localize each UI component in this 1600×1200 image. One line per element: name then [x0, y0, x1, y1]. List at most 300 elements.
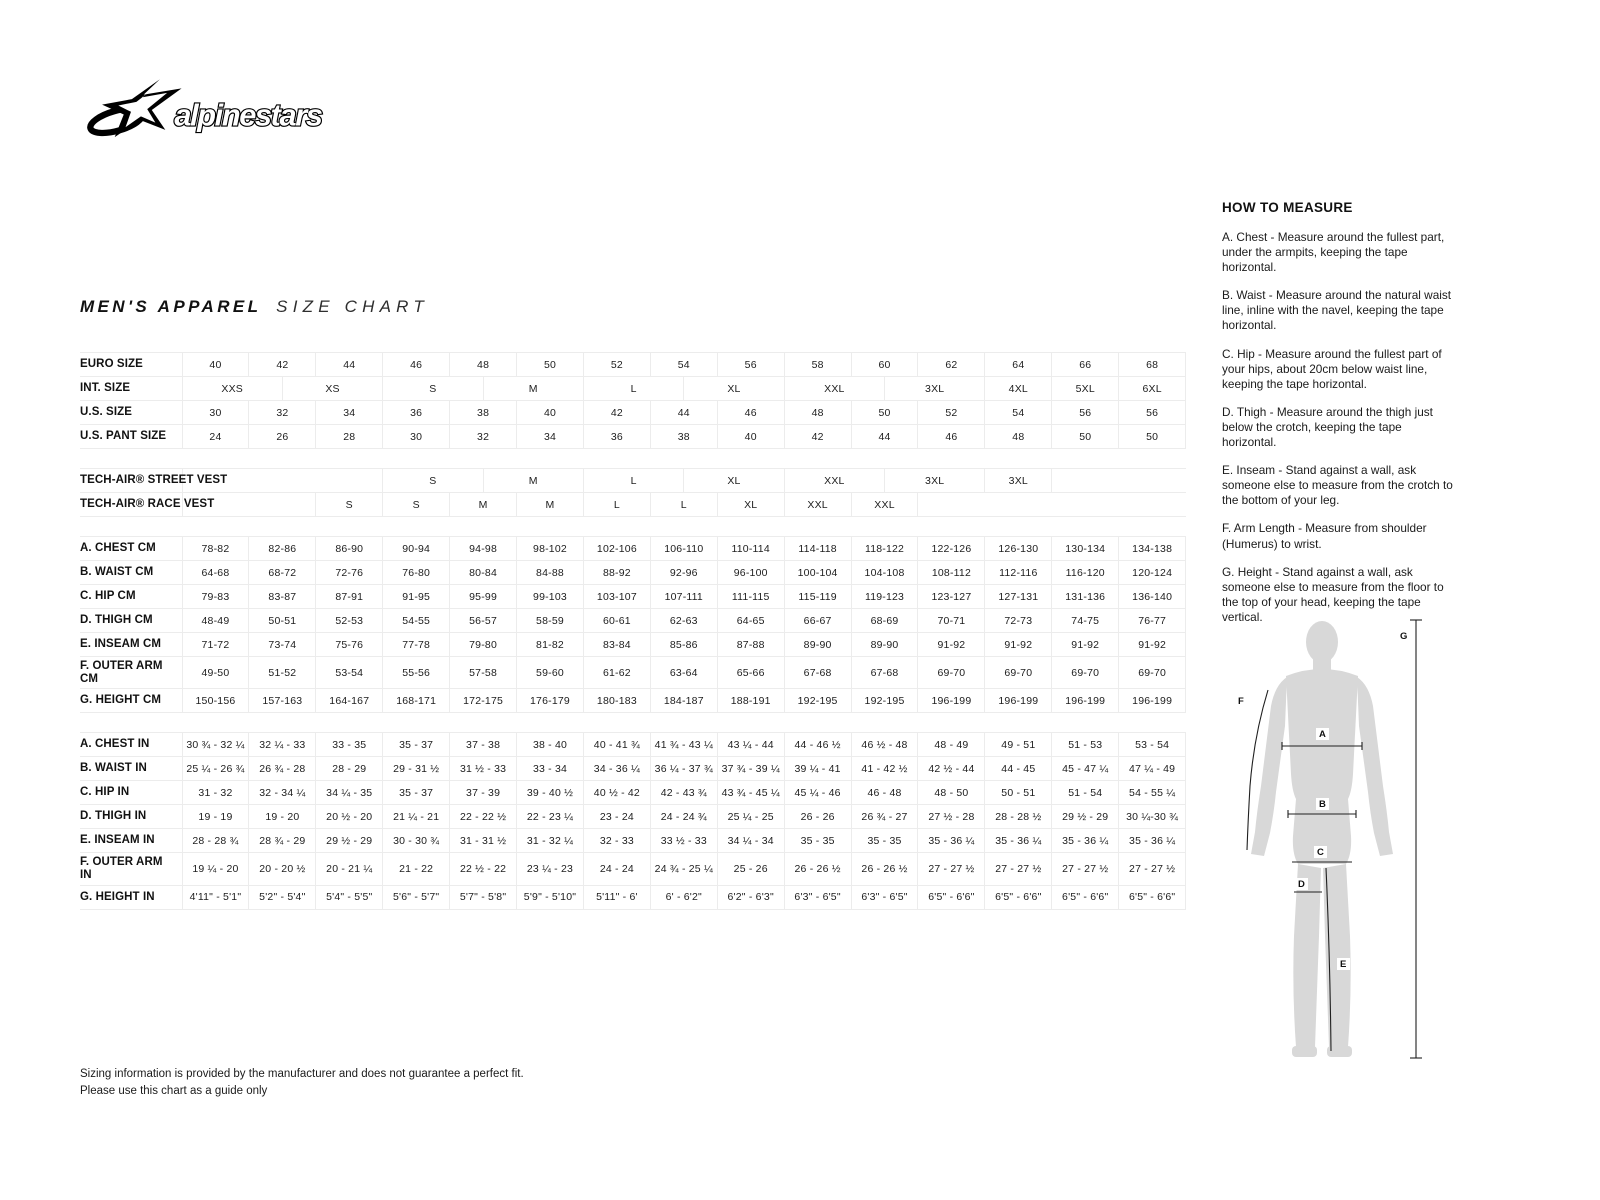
size-cell: 44 [316, 353, 383, 377]
measure-instruction: B. Waist - Measure around the natural waist line, inline with the navel, keeping the tape horizontal. [1222, 288, 1452, 333]
page-title-bold: MEN'S APPAREL [80, 297, 262, 316]
size-cell: 114-118 [784, 537, 851, 561]
size-cell: 52 [583, 353, 650, 377]
figure-label-chest: A [1319, 729, 1326, 740]
size-cell: 168-171 [383, 689, 450, 713]
size-cell: 33 - 34 [517, 757, 584, 781]
size-cell: 196-199 [1052, 689, 1119, 713]
size-cell: 3XL [885, 377, 985, 401]
table-row [80, 585, 1186, 609]
row-label: G. HEIGHT IN [80, 885, 182, 909]
table-row [80, 689, 1186, 713]
size-cell: 38 - 40 [517, 733, 584, 757]
size-cell: 36 ¼ - 37 ¾ [650, 757, 717, 781]
disclaimer-line-2: Please use this chart as a guide only [80, 1084, 268, 1097]
size-cell: 104-108 [851, 561, 918, 585]
row-label: TECH-AIR® RACE VEST [80, 493, 182, 517]
size-cell: 69-70 [985, 657, 1052, 689]
row-label: B. WAIST CM [80, 561, 182, 585]
table-gap-row [80, 517, 1186, 537]
measure-instruction: D. Thigh - Measure around the thigh just below the crotch, keeping the tape horizontal. [1222, 404, 1433, 450]
size-cell: 91-95 [383, 585, 450, 609]
size-cell: 96-100 [717, 561, 784, 585]
table-row [80, 829, 1186, 853]
size-cell: 22 ½ - 22 [450, 853, 517, 885]
size-cell: 176-179 [517, 689, 584, 713]
size-cell: 24 [182, 425, 249, 449]
size-cell: 21 - 22 [383, 853, 450, 885]
size-cell: 27 - 27 ½ [1052, 853, 1119, 885]
size-cell: 39 - 40 ½ [517, 781, 584, 805]
size-cell: 26 ¾ - 27 [851, 805, 918, 829]
size-cell: XL [684, 469, 784, 493]
size-cell: 20 - 20 ½ [249, 853, 316, 885]
size-cell: 35 - 37 [383, 781, 450, 805]
size-cell: 23 ¼ - 23 [517, 853, 584, 885]
size-cell: 58-59 [517, 609, 584, 633]
size-cell: 71-72 [182, 633, 249, 657]
size-cell: 44 - 45 [985, 757, 1052, 781]
size-cell: 56 [1119, 401, 1186, 425]
size-cell: 38 [450, 401, 517, 425]
size-cell: 56 [1052, 401, 1119, 425]
size-cell: 89-90 [851, 633, 918, 657]
size-cell: 91-92 [1119, 633, 1186, 657]
size-cell: S [383, 493, 450, 517]
size-cell: 134-138 [1119, 537, 1186, 561]
size-cell: 26 - 26 [784, 805, 851, 829]
size-cell: 184-187 [650, 689, 717, 713]
size-cell: M [517, 493, 584, 517]
size-cell: 94-98 [450, 537, 517, 561]
row-label: A. CHEST IN [80, 733, 182, 757]
row-label: D. THIGH IN [80, 805, 182, 829]
size-cell: 36 [383, 401, 450, 425]
size-cell: 130-134 [1052, 537, 1119, 561]
size-cell: 26 ¾ - 28 [249, 757, 316, 781]
table-row [80, 757, 1186, 781]
size-cell: 79-80 [450, 633, 517, 657]
size-cell: 98-102 [517, 537, 584, 561]
size-cell: 24 - 24 ¾ [650, 805, 717, 829]
size-cell: 20 ½ - 20 [316, 805, 383, 829]
size-cell: 66-67 [784, 609, 851, 633]
table-row [80, 493, 1186, 517]
size-cell: 95-99 [450, 585, 517, 609]
size-cell: 63-64 [650, 657, 717, 689]
size-cell: XL [684, 377, 784, 401]
size-cell: 196-199 [918, 689, 985, 713]
size-cell: 84-88 [517, 561, 584, 585]
size-cell: 46 [717, 401, 784, 425]
size-cell: 51 - 53 [1052, 733, 1119, 757]
page-title-light: SIZE CHART [276, 297, 429, 316]
size-cell: 24 ¾ - 25 ¼ [650, 853, 717, 885]
size-cell: 32 ¼ - 33 [249, 733, 316, 757]
size-cell: 127-131 [985, 585, 1052, 609]
size-cell: 122-126 [918, 537, 985, 561]
size-cell: 118-122 [851, 537, 918, 561]
measure-instruction: A. Chest - Measure around the fullest part, under the armpits, keeping the tape horizontal. [1222, 230, 1445, 275]
size-cell: L [650, 493, 717, 517]
size-cell: XL [717, 493, 784, 517]
size-cell: 51-52 [249, 657, 316, 689]
size-cell: 28 - 28 ¾ [182, 829, 249, 853]
size-cell: L [583, 493, 650, 517]
size-cell: S [316, 493, 383, 517]
size-cell: 126-130 [985, 537, 1052, 561]
size-cell: 35 - 36 ¼ [1052, 829, 1119, 853]
size-cell: 41 ¾ - 43 ¼ [650, 733, 717, 757]
size-cell: 40 [717, 425, 784, 449]
size-cell: 69-70 [1052, 657, 1119, 689]
table-row [80, 633, 1186, 657]
size-cell: 42 - 43 ¾ [650, 781, 717, 805]
size-cell: 69-70 [918, 657, 985, 689]
size-cell: 5XL [1052, 377, 1119, 401]
size-cell: 35 - 35 [851, 829, 918, 853]
figure-label-thigh: D [1298, 879, 1305, 890]
row-label: U.S. SIZE [80, 401, 182, 425]
size-cell: 40 [517, 401, 584, 425]
measure-instruction: G. Height - Stand against a wall, ask someone else to measure from the floor to the top of your head, keeping the tape vertical. [1222, 564, 1444, 624]
size-cell: 30 [383, 425, 450, 449]
size-cell: 35 - 35 [784, 829, 851, 853]
size-cell: 70-71 [918, 609, 985, 633]
size-cell: 86-90 [316, 537, 383, 561]
size-cell: 28 - 28 ½ [985, 805, 1052, 829]
size-cell: 30 ¾ - 32 ¼ [182, 733, 249, 757]
size-cell: 49 - 51 [985, 733, 1052, 757]
size-cell: 196-199 [1119, 689, 1186, 713]
size-cell: 90-94 [383, 537, 450, 561]
size-cell: 46 - 48 [851, 781, 918, 805]
size-cell: XS [282, 377, 382, 401]
size-cell: 35 - 36 ¼ [918, 829, 985, 853]
measure-guide-panel [1222, 200, 1459, 638]
size-cell: 32 - 33 [583, 829, 650, 853]
size-cell: 6' - 6'2" [650, 885, 717, 909]
size-cell: 61-62 [583, 657, 650, 689]
measure-instruction: E. Inseam - Stand against a wall, ask someone else to measure from the crotch to the bottom of your leg. [1222, 463, 1453, 508]
size-cell: 74-75 [1052, 609, 1119, 633]
size-cell: 48 - 49 [918, 733, 985, 757]
size-chart [80, 352, 1186, 910]
size-cell: 92-96 [650, 561, 717, 585]
size-cell: 33 - 35 [316, 733, 383, 757]
size-cell: 6'5" - 6'6" [1119, 885, 1186, 909]
row-label: E. INSEAM CM [80, 633, 182, 657]
size-cell: 23 - 24 [583, 805, 650, 829]
size-cell: 196-199 [985, 689, 1052, 713]
size-cell: 31 - 32 ¼ [517, 829, 584, 853]
size-cell: 30 ¼-30 ¾ [1119, 805, 1186, 829]
size-cell: 48 - 50 [918, 781, 985, 805]
size-cell: 35 - 37 [383, 733, 450, 757]
size-cell: 64-65 [717, 609, 784, 633]
size-cell: 6'3" - 6'5" [851, 885, 918, 909]
size-cell: 6'5" - 6'6" [918, 885, 985, 909]
size-cell: XXS [182, 377, 282, 401]
size-cell: 25 ¼ - 25 [717, 805, 784, 829]
size-cell: 39 ¼ - 41 [784, 757, 851, 781]
size-cell: 43 ¾ - 45 ¼ [717, 781, 784, 805]
figure-label-hip: C [1317, 847, 1324, 858]
size-cell: 29 - 31 ½ [383, 757, 450, 781]
size-cell: 34 [517, 425, 584, 449]
size-cell: 164-167 [316, 689, 383, 713]
size-cell: 22 - 22 ½ [450, 805, 517, 829]
size-cell: 68-69 [851, 609, 918, 633]
row-label: EURO SIZE [80, 353, 182, 377]
size-cell: 54 [985, 401, 1052, 425]
size-cell: 67-68 [851, 657, 918, 689]
size-cell: 50 [1052, 425, 1119, 449]
size-cell: 47 ¼ - 49 [1119, 757, 1186, 781]
table-row [80, 561, 1186, 585]
size-cell: 46 [383, 353, 450, 377]
size-cell: 192-195 [784, 689, 851, 713]
size-cell: XXL [851, 493, 918, 517]
page-title [80, 297, 429, 317]
figure-label-arm: F [1238, 696, 1244, 707]
size-cell: 136-140 [1119, 585, 1186, 609]
size-cell: 46 ½ - 48 [851, 733, 918, 757]
size-cell: 19 - 20 [249, 805, 316, 829]
size-cell: 81-82 [517, 633, 584, 657]
size-cell: 80-84 [450, 561, 517, 585]
size-cell: 75-76 [316, 633, 383, 657]
size-cell: 111-115 [717, 585, 784, 609]
figure-label-inseam: E [1340, 959, 1347, 970]
size-table [80, 352, 1186, 910]
row-label: G. HEIGHT CM [80, 689, 182, 713]
size-cell: 108-112 [918, 561, 985, 585]
size-cell: 30 [182, 401, 249, 425]
size-cell: 22 - 23 ¼ [517, 805, 584, 829]
table-row [80, 733, 1186, 757]
measurement-figure [1230, 606, 1440, 1071]
size-cell: 87-88 [717, 633, 784, 657]
size-cell: 25 - 26 [717, 853, 784, 885]
size-cell: 5'7" - 5'8" [450, 885, 517, 909]
size-cell: 48 [784, 401, 851, 425]
size-cell: XXL [784, 493, 851, 517]
size-cell: 123-127 [918, 585, 985, 609]
size-cell: XXL [784, 377, 884, 401]
size-cell: 55-56 [383, 657, 450, 689]
size-cell: 3XL [885, 469, 985, 493]
size-cell: 28 ¾ - 29 [249, 829, 316, 853]
size-cell: 3XL [985, 469, 1052, 493]
body-silhouette-diagram [1230, 606, 1440, 1066]
size-cell: 89-90 [784, 633, 851, 657]
size-cell: 67-68 [784, 657, 851, 689]
size-cell: XXL [784, 469, 884, 493]
size-cell: 26 - 26 ½ [851, 853, 918, 885]
empty-cell [1052, 469, 1186, 493]
size-cell: 192-195 [851, 689, 918, 713]
size-cell: 73-74 [249, 633, 316, 657]
size-cell: 5'9" - 5'10" [517, 885, 584, 909]
size-cell: 54-55 [383, 609, 450, 633]
size-cell: 41 - 42 ½ [851, 757, 918, 781]
size-cell: 5'11" - 6' [583, 885, 650, 909]
size-cell: 85-86 [650, 633, 717, 657]
size-cell: M [483, 469, 583, 493]
size-cell: 26 - 26 ½ [784, 853, 851, 885]
size-cell: 32 [450, 425, 517, 449]
size-cell: 50 [517, 353, 584, 377]
size-cell: 6'5" - 6'6" [1052, 885, 1119, 909]
size-cell: 4'11" - 5'1" [182, 885, 249, 909]
row-label: INT. SIZE [80, 377, 182, 401]
size-cell: 31 - 32 [182, 781, 249, 805]
size-cell: 62 [918, 353, 985, 377]
size-cell: 37 - 39 [450, 781, 517, 805]
size-cell: 40 [182, 353, 249, 377]
size-cell: 83-84 [583, 633, 650, 657]
size-cell: 157-163 [249, 689, 316, 713]
size-cell: 56 [717, 353, 784, 377]
size-cell: 36 [583, 425, 650, 449]
size-cell: 27 - 27 ½ [918, 853, 985, 885]
table-row [80, 353, 1186, 377]
table-row [80, 853, 1186, 885]
size-cell: 64 [985, 353, 1052, 377]
size-cell: 38 [650, 425, 717, 449]
size-cell: 78-82 [182, 537, 249, 561]
size-cell: 27 - 27 ½ [1119, 853, 1186, 885]
size-cell: 57-58 [450, 657, 517, 689]
size-cell: 99-103 [517, 585, 584, 609]
measure-instruction: F. Arm Length - Measure from shoulder (Humerus) to wrist. [1222, 521, 1427, 551]
size-cell: 119-123 [851, 585, 918, 609]
table-row [80, 401, 1186, 425]
size-cell: 6XL [1119, 377, 1186, 401]
size-cell: 48 [450, 353, 517, 377]
size-cell: 79-83 [182, 585, 249, 609]
size-cell: 50 [851, 401, 918, 425]
row-label: F. OUTER ARM IN [80, 853, 182, 885]
table-row [80, 885, 1186, 909]
size-cell: 52 [918, 401, 985, 425]
size-cell: 24 - 24 [583, 853, 650, 885]
size-cell: 100-104 [784, 561, 851, 585]
size-cell: 72-76 [316, 561, 383, 585]
body-silhouette [1251, 621, 1393, 1057]
size-cell: 180-183 [583, 689, 650, 713]
size-cell: L [583, 377, 683, 401]
size-cell: 83-87 [249, 585, 316, 609]
size-cell: M [483, 377, 583, 401]
size-cell: 32 [249, 401, 316, 425]
size-cell: 45 - 47 ¼ [1052, 757, 1119, 781]
size-cell: 29 ½ - 29 [316, 829, 383, 853]
size-cell: 20 - 21 ¼ [316, 853, 383, 885]
size-cell: 150-156 [182, 689, 249, 713]
figure-label-height: G [1400, 631, 1408, 642]
size-cell: 103-107 [583, 585, 650, 609]
size-cell: 49-50 [182, 657, 249, 689]
size-cell: 54 - 55 ¼ [1119, 781, 1186, 805]
size-cell: 30 - 30 ¾ [383, 829, 450, 853]
figure-label-waist: B [1319, 799, 1326, 810]
table-row [80, 425, 1186, 449]
size-cell: 34 [316, 401, 383, 425]
size-cell: 87-91 [316, 585, 383, 609]
measure-instruction: C. Hip - Measure around the fullest part of your hips, about 20cm below waist line, keeping the tape horizontal. [1222, 346, 1442, 391]
table-row [80, 469, 1186, 493]
size-cell: 42 [249, 353, 316, 377]
table-gap-row [80, 713, 1186, 733]
size-cell: 48 [985, 425, 1052, 449]
size-cell: 6'3" - 6'5" [784, 885, 851, 909]
size-cell: 6'2" - 6'3" [717, 885, 784, 909]
size-cell: 44 [851, 425, 918, 449]
disclaimer-line-1: Sizing information is provided by the manufacturer and does not guarantee a perfect fit. [80, 1068, 524, 1080]
size-cell: 50 - 51 [985, 781, 1052, 805]
size-cell: 32 - 34 ¼ [249, 781, 316, 805]
table-row [80, 537, 1186, 561]
row-label: C. HIP CM [80, 585, 182, 609]
size-cell: 42 [784, 425, 851, 449]
size-cell: 40 ½ - 42 [583, 781, 650, 805]
row-label: D. THIGH CM [80, 609, 182, 633]
size-cell: 43 ¼ - 44 [717, 733, 784, 757]
row-label: A. CHEST CM [80, 537, 182, 561]
size-cell: 46 [918, 425, 985, 449]
size-cell: 110-114 [717, 537, 784, 561]
size-cell: 42 ½ - 44 [918, 757, 985, 781]
row-label: F. OUTER ARM CM [80, 657, 182, 689]
row-label: C. HIP IN [80, 781, 182, 805]
size-cell: 44 - 46 ½ [784, 733, 851, 757]
measure-guide-title: HOW TO MEASURE [1222, 200, 1353, 215]
size-cell: 53 - 54 [1119, 733, 1186, 757]
size-cell: 28 [316, 425, 383, 449]
size-cell: 58 [784, 353, 851, 377]
size-cell: 120-124 [1119, 561, 1186, 585]
table-row [80, 657, 1186, 689]
size-cell: 35 - 36 ¼ [1119, 829, 1186, 853]
size-cell: 44 [650, 401, 717, 425]
size-cell: 59-60 [517, 657, 584, 689]
table-row [80, 805, 1186, 829]
size-cell: 34 ¼ - 34 [717, 829, 784, 853]
size-cell: 50 [1119, 425, 1186, 449]
size-cell: 31 - 31 ½ [450, 829, 517, 853]
size-cell: 28 - 29 [316, 757, 383, 781]
size-cell: 5'4" - 5'5" [316, 885, 383, 909]
size-cell: 34 - 36 ¼ [583, 757, 650, 781]
size-cell: 33 ½ - 33 [650, 829, 717, 853]
size-cell: 131-136 [1052, 585, 1119, 609]
size-cell: 91-92 [918, 633, 985, 657]
table-row [80, 781, 1186, 805]
size-cell: M [450, 493, 517, 517]
row-label: TECH-AIR® STREET VEST [80, 469, 182, 493]
size-cell: 62-63 [650, 609, 717, 633]
empty-cell [918, 493, 1186, 517]
size-cell: 53-54 [316, 657, 383, 689]
size-cell: 51 - 54 [1052, 781, 1119, 805]
size-cell: 188-191 [717, 689, 784, 713]
table-row [80, 377, 1186, 401]
size-cell: 54 [650, 353, 717, 377]
size-cell: 34 ¼ - 35 [316, 781, 383, 805]
size-cell: 172-175 [450, 689, 517, 713]
